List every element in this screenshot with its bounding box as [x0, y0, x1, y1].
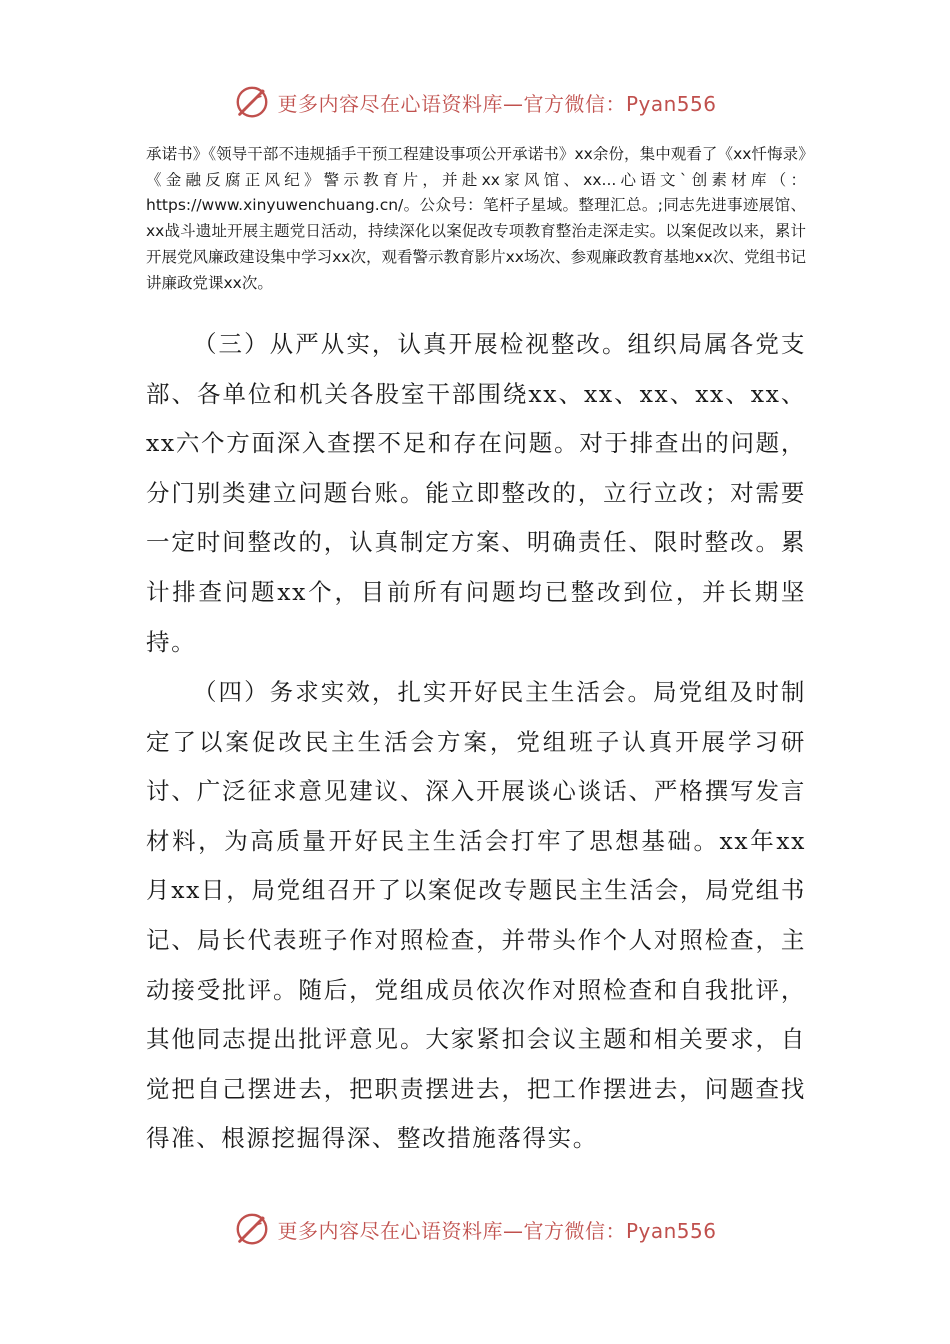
header-banner	[0, 82, 950, 122]
footer-banner	[0, 1209, 950, 1249]
section-4-paragraph: （四）务求实效，扎实开好民主生活会。局党组及时制定了以案促改民主生活会方案，党组班子认真开展学习研讨、广泛征求意见建议、深入开展谈心谈话、严格撰写发言材料，为高质量开好民主生活会打牢了思想基础。xx年xx月xx日，局党组召开了以案促改专题民主生活会，局党组书记、局长代表班子作对照检查，并带头作个人对照检查，主动接受批评。随后，党组成员依次作对照检查和自我批评，其他同志提出批评意见。大家紧扣会议主题和相关要求，自觉把自己摆进去，把职责摆进去，把工作摆进去，问题查找得准、根源挖掘得深、整改措施落得实。	[146, 678, 806, 1153]
section-3-paragraph: （三）从严从实，认真开展检视整改。组织局属各党支部、各单位和机关各股室干部围绕xx、xx、xx、xx、xx、xx六个方面深入查摆不足和存在问题。对于排查出的问题，分门别类建立问题台账。能立即整改的，立行立改；对需要一定时间整改的，认真制定方案、明确责任、限时整改。累计排查问题xx个，目前所有问题均已整改到位，并长期坚持。	[146, 330, 806, 656]
pen-logo-icon	[233, 83, 271, 121]
pen-logo-icon	[233, 1210, 271, 1248]
footer-banner-text: 更多内容尽在心语资料库—官方微信：Pyan556	[277, 1218, 717, 1243]
continued-paragraph: 承诺书》《领导干部不违规插手干预工程建设事项公开承诺书》xx余份，集中观看了《xx忏悔录》《金融反腐正风纪》警示教育片，并赴xx家风馆、xx...心语文`创素材库（：https://www.xinyuwenchuang.cn/。公众号：笔杆子星域。整理汇总。;同志先进事迹展馆、xx战斗遗址开展主题党日活动，持续深化以案促改专项教育整治走深走实。以案促改以来，累计开展党风廉政建设集中学习xx次，观看警示教育影片xx场次、参观廉政教育基地xx次、党组书记讲廉政党课xx次。	[146, 145, 806, 292]
header-banner-text: 更多内容尽在心语资料库—官方微信：Pyan556	[277, 91, 717, 116]
